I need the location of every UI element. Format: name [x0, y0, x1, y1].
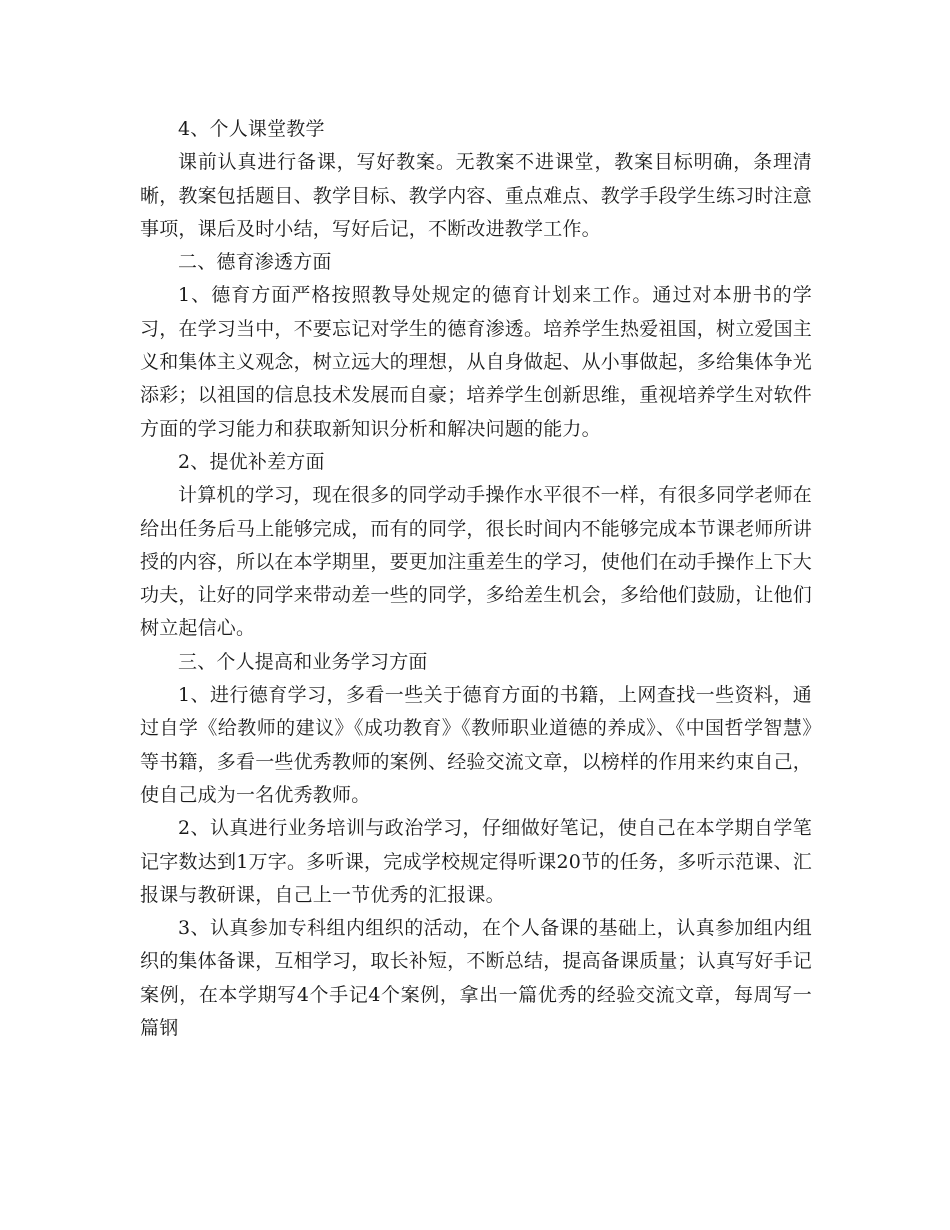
paragraph-moral-education: 1、德育方面严格按照教导处规定的德育计划来工作。通过对本册书的学习，在学习当中，不要忘记对学生的德育渗透。培养学生热爱祖国，树立爱国主义和集体主义观念，树立远大的理想，从自身做起、从小事做起，多给集体争光添彩；以祖国的信息技术发展而自豪；培养学生创新思维，重视培养学生对软件方面的学习能力和获取新知识分析和解决问题的能力。 [140, 284, 813, 440]
paragraph-lesson-preparation: 课前认真进行备课，写好教案。无教案不进课堂，教案目标明确，条理清晰，教案包括题目、教学目标、教学内容、重点难点、教学手段学生练习时注意事项，课后及时小结，写好后记，不断改进教学工作。 [140, 151, 813, 240]
section-heading-tutoring: 2、提优补差方面 [178, 450, 325, 473]
section-heading-classroom-teaching: 4、个人课堂教学 [178, 118, 325, 140]
paragraph-moral-study: 1、进行德育学习，多看一些关于德育方面的书籍，上网查找一些资料，通过自学《给教师的建议》《成功教育》《教师职业道德的养成》、《中国哲学智慧》等书籍，多看一些优秀教师的案例、经验交流文章，以榜样的作用来约束自己，使自己成为一名优秀教师。 [140, 684, 813, 806]
section-heading-personal-improvement: 三、个人提高和业务学习方面 [178, 650, 428, 673]
section-heading-moral-education: 二、德育渗透方面 [178, 251, 332, 274]
paragraph-group-activities: 3、认真参加专科组内组织的活动，在个人备课的基础上，认真参加组内组织的集体备课，互相学习，取长补短，不断总结，提高备课质量；认真写好手记案例，在本学期写4个手记4个案例，拿出一篇优秀的经验交流文章，每周写一篇钢 [140, 917, 813, 1040]
document-body [140, 113, 812, 1045]
paragraph-business-training: 2、认真进行业务培训与政治学习，仔细做好笔记，使自己在本学期自学笔记字数达到1万字。多听课，完成学校规定得听课20节的任务，多听示范课、汇报课与教研课，自己上一节优秀的汇报课。 [140, 817, 812, 906]
paragraph-tutoring: 计算机的学习，现在很多的同学动手操作水平很不一样，有很多同学老师在给出任务后马上能够完成，而有的同学，很长时间内不能够完成本节课老师所讲授的内容，所以在本学期里，要更加注重差生的学习，使他们在动手操作上下大功夫，让好的同学来带动差一些的同学，多给差生机会，多给他们鼓励，让他们树立起信心。 [140, 484, 813, 640]
